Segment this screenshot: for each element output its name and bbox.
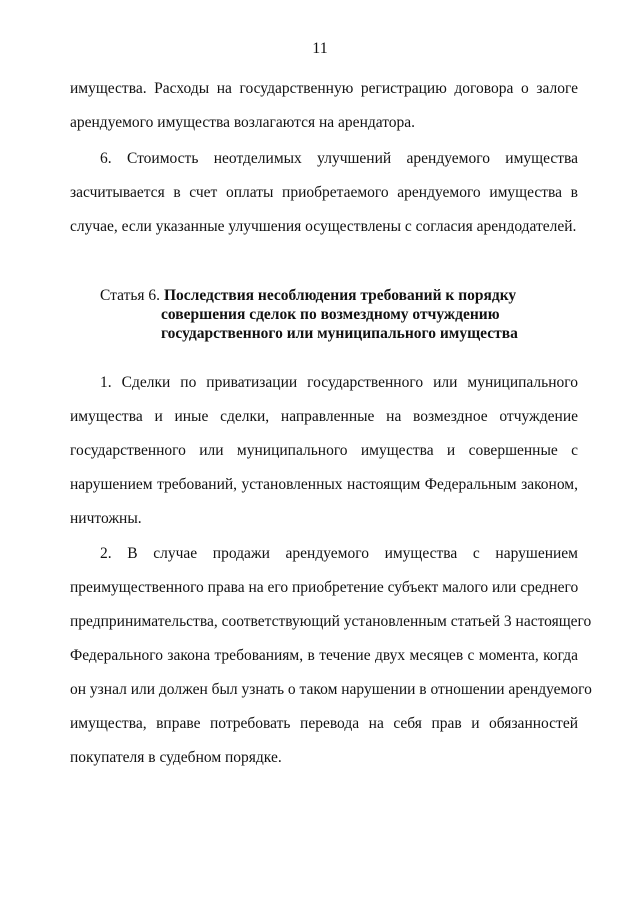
text-line: покупателя в судебном порядке. (70, 749, 282, 766)
article-6-heading (100, 286, 580, 343)
text-line: государственного или муниципального имущества и совершенные с (70, 442, 578, 459)
page-number: 11 (312, 40, 328, 57)
article-label: Статья 6. (100, 287, 161, 304)
article-title-line: совершения сделок по возмездному отчуждению (161, 306, 500, 323)
text-line: 6. Стоимость неотделимых улучшений арендуемого имущества (100, 150, 578, 167)
article-title-line: Последствия несоблюдения требований к порядку (163, 287, 517, 304)
article-heading-row-1 (100, 286, 580, 305)
paragraph-registration-expenses (70, 72, 578, 140)
text-line: случае, если указанные улучшения осуществлены с согласия арендодателей. (70, 218, 577, 235)
text-line: он узнал или должен был узнать о таком нарушении в отношении арендуемого (70, 681, 592, 698)
clause-2-preemptive-right (70, 537, 592, 775)
text-line: имущества, вправе потребовать перевода на себя прав и обязанностей (70, 715, 578, 732)
article-title-line: государственного или муниципального имущества (161, 325, 518, 342)
text-line: имущества. Расходы на государственную регистрацию договора о залоге (70, 80, 578, 97)
text-line: арендуемого имущества возлагаются на арендатора. (70, 114, 416, 131)
text-line: 2. В случае продажи арендуемого имущества с нарушением (100, 545, 578, 562)
text-line: преимущественного права на его приобретение субъект малого или среднего (70, 579, 579, 596)
text-line: 1. Сделки по приватизации государственного или муниципального (100, 374, 578, 391)
text-line: предпринимательства, соответствующий установленным статьей 3 настоящего (70, 613, 592, 630)
paragraph-6-improvements-cost (70, 142, 578, 244)
text-line: Федерального закона требованиям, в течение двух месяцев с момента, когда (70, 647, 578, 664)
text-line: нарушением требований, установленных настоящим Федеральным законом, (70, 476, 578, 493)
clause-1-void-transactions (70, 366, 578, 536)
text-line: ничтожны. (70, 510, 142, 527)
text-line: засчитывается в счет оплаты приобретаемого арендуемого имущества в (70, 184, 578, 201)
text-line: имущества и иные сделки, направленные на возмездное отчуждение (70, 408, 578, 425)
